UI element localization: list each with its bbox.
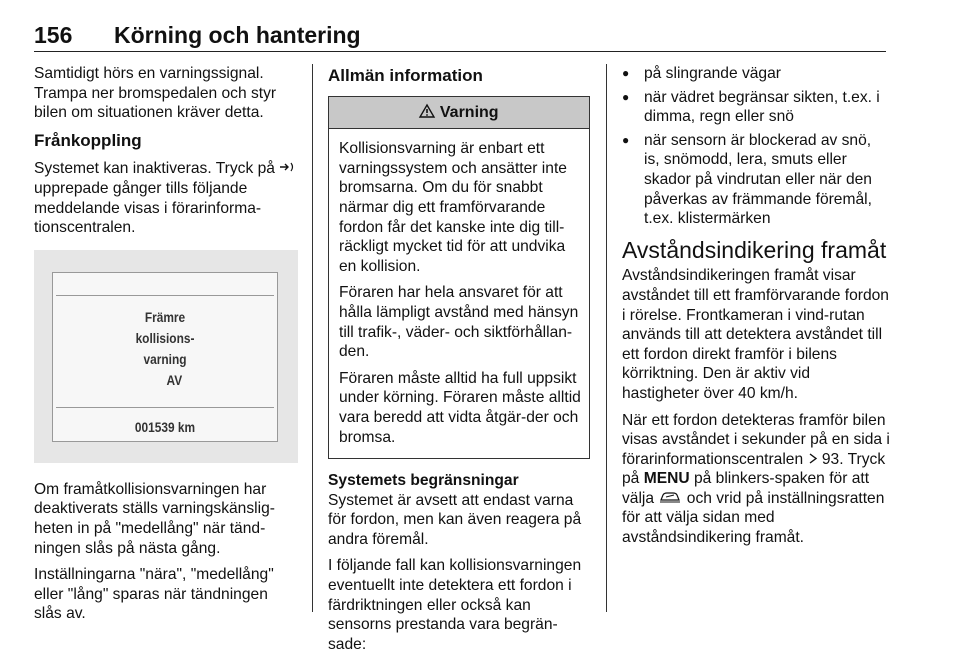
divider: [56, 407, 274, 409]
odometer-readout: 001539 km: [134, 418, 196, 435]
list-item: ● på slingrande vägar: [622, 64, 890, 84]
display-message: Främre kollisions- varning AV: [135, 308, 195, 388]
distance-car-icon: [658, 490, 686, 507]
list-item: ● när sensorn är blockerad av snö, is, snömodd, lera, smuts eller skador på vindrutan eller när den påverkas av främmande föremål, t.ex. klistermärken: [622, 131, 890, 229]
subsection-heading-limitations: Systemets begränsningar: [328, 472, 519, 490]
info-display-screen: [52, 272, 278, 442]
section-heading-disable: Frånkoppling: [34, 130, 142, 150]
column-2: [328, 64, 590, 661]
warning-body: Kollisionsvarning är enbart ett varningssystem och ansätter inte bromsarna. Om du för snabbt närmar dig ett framförvarande fordon får det kanske inte dig till-räckligt mycket tid för att undvika en kollision. Föraren har hela ansvaret för att hålla lämpligt avstånd med hänsyn till trafik-, väder- och siktförhållan-den. Föraren måste alltid ha full uppsikt under körning. Föraren måste alltid vara beredd att vidta åtgär-der och bromsa.: [339, 140, 581, 446]
divider: [56, 295, 274, 297]
paragraph-menu-instructions: När ett fordon detekteras framför bilen visas avståndet i sekunder på en sida i förarinformationscentralen 93. Tryck på MENU på blinkers-spaken för att välja och vrid på inställningsratten för att välja sidan med avståndsindikering framåt.: [622, 411, 890, 547]
column-divider: [312, 64, 313, 612]
page-header: [34, 22, 886, 52]
column-divider: [606, 64, 607, 612]
limitation-list: [622, 64, 890, 229]
paragraph: Systemet är avsett att endast varna för fordon, men kan även reagera på andra föremål.: [328, 491, 582, 548]
warning-box: [328, 96, 590, 460]
collision-warning-button-icon: [279, 159, 295, 179]
list-item: ● när vädret begränsar sikten, t.ex. i dimma, regn eller snö: [622, 88, 890, 127]
column-3: [622, 64, 890, 555]
paragraph: Avståndsindikeringen framåt visar avståndet till ett framförvarande fordon i rörelse. Frontkameran i vind-rutan används till att detektera avståndet till ett fordon direkt framför i bilens körriktning. Den är aktiv vid hastigheter över 40 km/h.: [622, 267, 889, 402]
page-reference-arrow-icon: [808, 451, 822, 468]
paragraph: I följande fall kan kollisionsvarningen eventuellt inte detektera ett fordon i färdriktningen eller också kan sensorns prestanda vara begrän-sade:: [328, 557, 582, 653]
chapter-title: Körning och hantering: [114, 22, 361, 48]
paragraph: Inställningarna "nära", "medellång" eller "lång" sparas när tändningen slås av.: [34, 566, 274, 623]
section-heading-general: Allmän information: [328, 66, 483, 85]
section-heading-distance-indication: Avståndsindikering framåt: [622, 236, 887, 263]
warning-header: Varning: [329, 97, 589, 130]
column-1: [34, 64, 296, 631]
page-reference: 93: [821, 450, 840, 468]
menu-button-label: MENU: [643, 470, 690, 488]
paragraph-disable-instructions: Systemet kan inaktiveras. Tryck på upprepade gånger tills följande meddelande visas i förarinforma-tionscentralen.: [34, 159, 296, 237]
warning-triangle-icon: [419, 104, 439, 121]
paragraph: Om framåtkollisionsvarningen har deaktiverats ställs varningskänslig-heten in på "medellång" när tänd-ningen slås på nästa gång.: [34, 480, 275, 557]
page-number: 156: [34, 22, 73, 48]
display-illustration: [34, 250, 298, 463]
paragraph: Samtidigt hörs en varningssignal. Trampa ner bromspedalen och styr bilen om situationen kräver detta.: [34, 65, 277, 122]
